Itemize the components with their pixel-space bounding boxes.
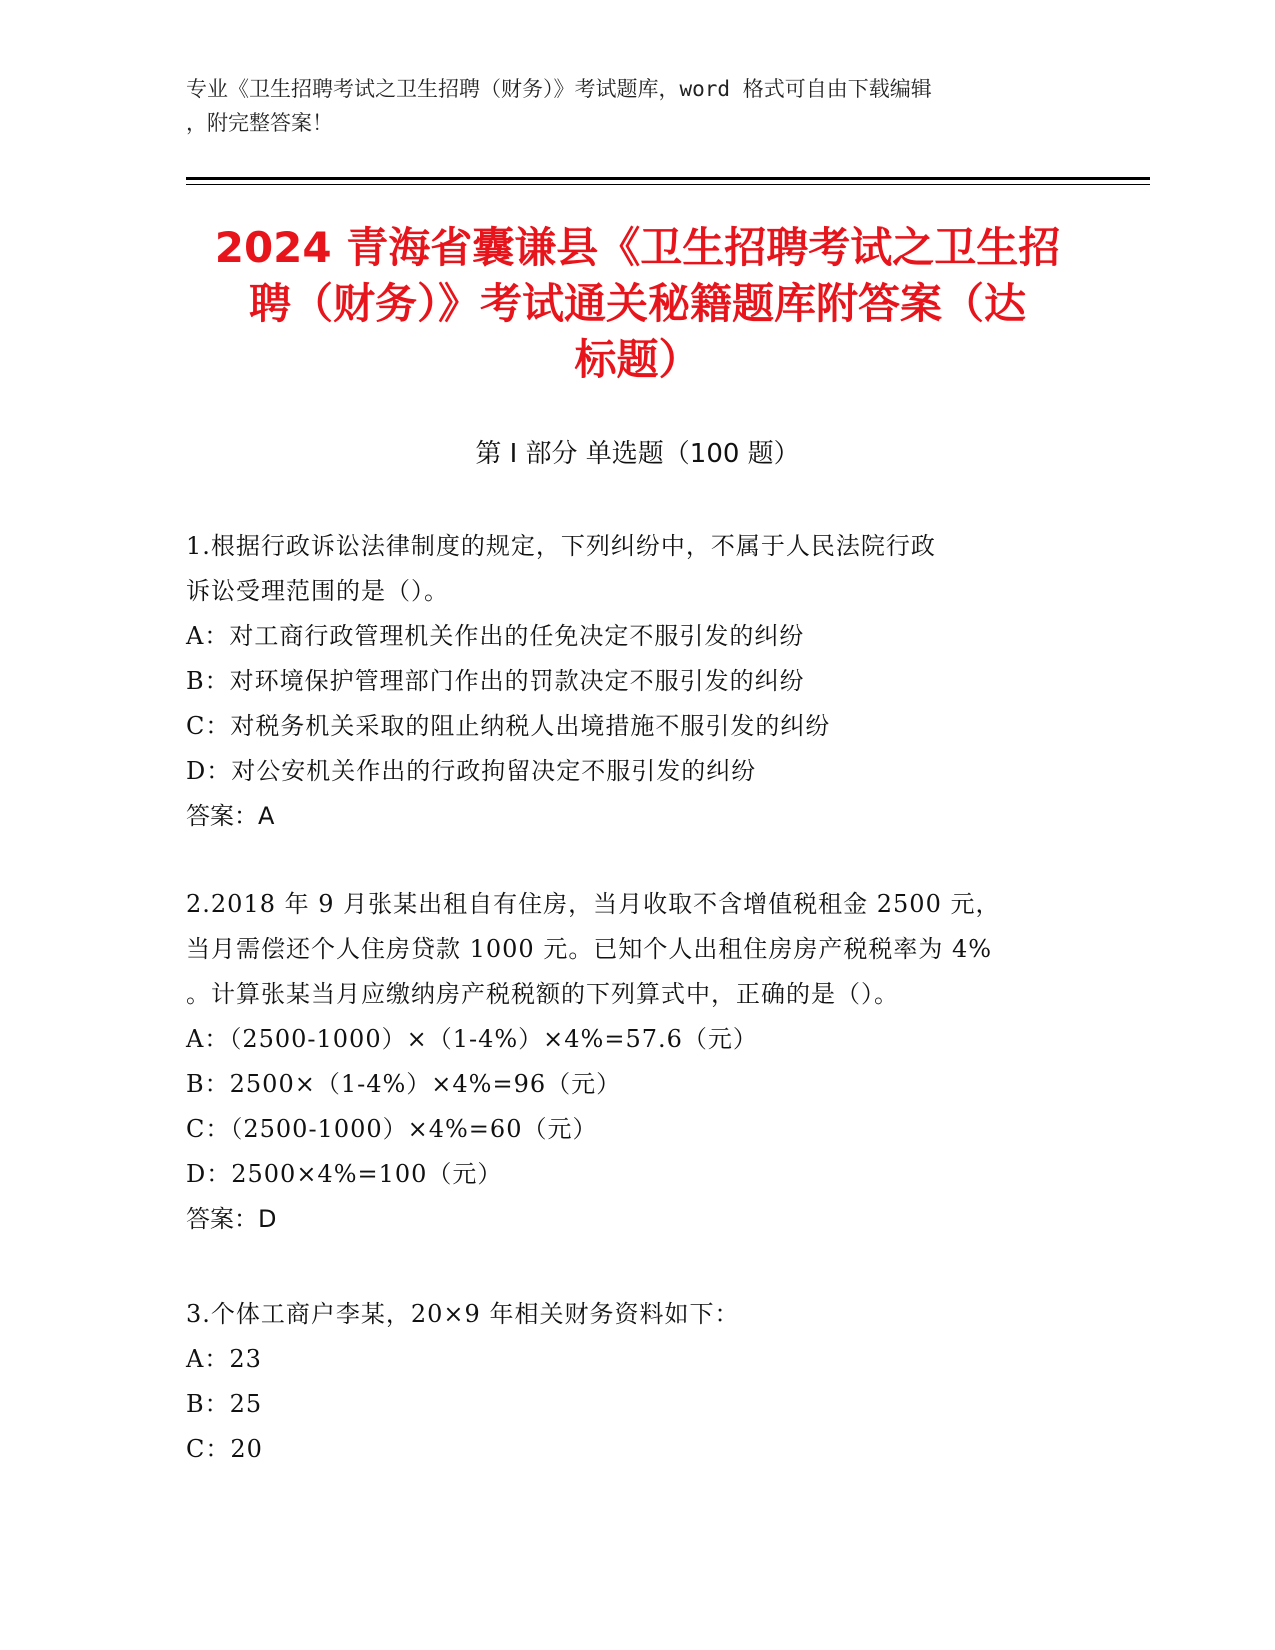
document-title-line-2: 聘（财务）》考试通关秘籍题库附答案（达: [248, 279, 1026, 328]
document-title: [150, 220, 1125, 388]
question-3: [186, 1292, 1086, 1472]
option-d: D：对公安机关作出的行政拘留决定不服引发的纠纷: [186, 757, 757, 785]
option-c: C：对税务机关采取的阻止纳税人出境措施不服引发的纠纷: [186, 712, 831, 740]
option-a: A：对工商行政管理机关作出的任免决定不服引发的纠纷: [186, 622, 805, 650]
option-b: B：对环境保护管理部门作出的罚款决定不服引发的纠纷: [186, 667, 805, 695]
option-b: B：25: [186, 1390, 263, 1418]
answer: 答案：A: [186, 802, 275, 830]
header-note-line-2: ，附完整答案！: [186, 111, 333, 135]
document-title-line-1: 2024 青海省囊谦县《卫生招聘考试之卫生招: [214, 223, 1061, 272]
question-2: [186, 882, 1086, 1242]
header-note: [186, 72, 1086, 140]
option-d: D：2500×4%=100（元）: [186, 1160, 503, 1188]
question-stem-line: 。计算张某当月应缴纳房产税税额的下列算式中，正确的是（）。: [186, 980, 899, 1008]
header-note-line-1: 专业《卫生招聘考试之卫生招聘（财务）》考试题库，word 格式可自由下载编辑: [186, 77, 932, 101]
option-a: A：（2500-1000）×（1-4%）×4%=57.6（元）: [186, 1025, 758, 1053]
answer: 答案：D: [186, 1205, 277, 1233]
document-title-line-3: 标题）: [574, 335, 701, 384]
header-divider-thick: [186, 177, 1150, 180]
question-stem-line: 2.2018 年 9 月张某出租自有住房，当月收取不含增值税租金 2500 元，: [186, 890, 1001, 918]
header-divider-thin: [186, 184, 1150, 185]
option-a: A：23: [186, 1345, 262, 1373]
question-stem-line: 诉讼受理范围的是（）。: [186, 577, 449, 605]
question-1: [186, 524, 1086, 839]
question-stem-line: 当月需偿还个人住房贷款 1000 元。已知个人出租住房房产税税率为 4%: [186, 935, 993, 963]
option-c: C：20: [186, 1435, 263, 1463]
question-stem-line: 1.根据行政诉讼法律制度的规定，下列纠纷中，不属于人民法院行政: [186, 532, 936, 560]
option-b: B：2500×（1-4%）×4%=96（元）: [186, 1070, 622, 1098]
question-stem-line: 3.个体工商户李某，20×9 年相关财务资料如下：: [186, 1300, 740, 1328]
section-title: 第 I 部分 单选题（100 题）: [475, 439, 800, 469]
option-c: C：（2500-1000）×4%=60（元）: [186, 1115, 598, 1143]
